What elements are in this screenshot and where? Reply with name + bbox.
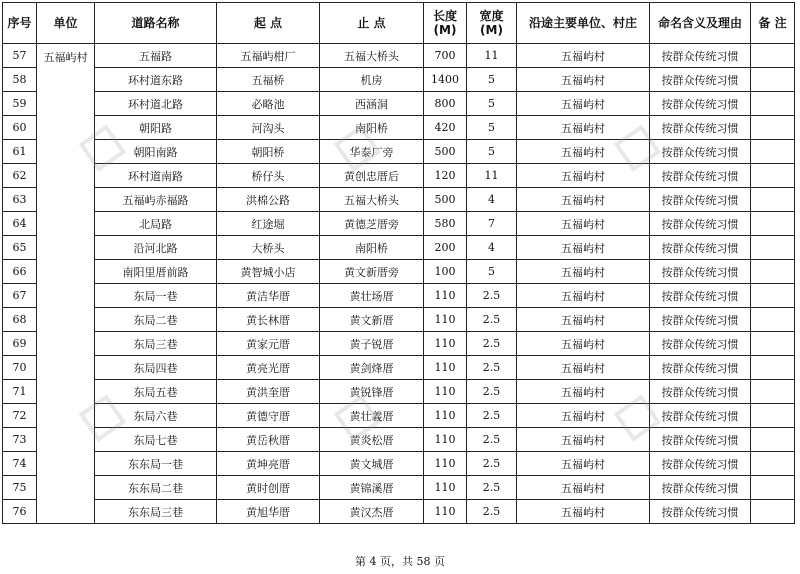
end-cell: 黄文新厝旁: [320, 260, 424, 284]
road-name-cell: 沿河北路: [95, 236, 217, 260]
naming-reason-cell: 按群众传统习惯: [650, 380, 751, 404]
header-cell-naming-reason: 命名含义及理由: [650, 3, 751, 44]
end-cell: 黄壮场厝: [320, 284, 424, 308]
along-route-cell: 五福屿村: [517, 188, 650, 212]
naming-reason-cell: 按群众传统习惯: [650, 404, 751, 428]
road-name-cell: 东局五巷: [95, 380, 217, 404]
length-cell: 500: [424, 188, 467, 212]
road-name-cell: 东局七巷: [95, 428, 217, 452]
table-body: [3, 44, 795, 524]
naming-reason-cell: 按群众传统习惯: [650, 212, 751, 236]
along-route-cell: 五福屿村: [517, 428, 650, 452]
naming-reason-cell: 按群众传统习惯: [650, 308, 751, 332]
length-cell: 800: [424, 92, 467, 116]
road-name-cell: 东东局二巷: [95, 476, 217, 500]
table-row: [3, 284, 795, 308]
naming-reason-cell: 按群众传统习惯: [650, 188, 751, 212]
naming-reason-cell: 按群众传统习惯: [650, 116, 751, 140]
width-cell: 2.5: [467, 404, 517, 428]
remarks-cell: [751, 140, 795, 164]
width-cell: 5: [467, 260, 517, 284]
start-cell: 黄洁华厝: [217, 284, 320, 308]
start-cell: 黄时创厝: [217, 476, 320, 500]
width-cell: 2.5: [467, 308, 517, 332]
index-cell: 67: [3, 284, 37, 308]
remarks-cell: [751, 260, 795, 284]
end-cell: 黄炎松厝: [320, 428, 424, 452]
length-cell: 1400: [424, 68, 467, 92]
header-cell-along-route: 沿途主要单位、村庄: [517, 3, 650, 44]
end-cell: 机房: [320, 68, 424, 92]
index-cell: 74: [3, 452, 37, 476]
index-cell: 64: [3, 212, 37, 236]
road-name-cell: 五福屿赤福路: [95, 188, 217, 212]
index-cell: 59: [3, 92, 37, 116]
index-cell: 73: [3, 428, 37, 452]
table-row: [3, 332, 795, 356]
along-route-cell: 五福屿村: [517, 116, 650, 140]
end-cell: 西涵洞: [320, 92, 424, 116]
width-cell: 5: [467, 116, 517, 140]
along-route-cell: 五福屿村: [517, 44, 650, 68]
table-row: [3, 380, 795, 404]
along-route-cell: 五福屿村: [517, 284, 650, 308]
index-cell: 69: [3, 332, 37, 356]
road-name-cell: 朝阳路: [95, 116, 217, 140]
width-cell: 4: [467, 236, 517, 260]
length-cell: 110: [424, 428, 467, 452]
road-name-cell: 五福路: [95, 44, 217, 68]
table-row: [3, 212, 795, 236]
start-cell: 黄岳秋厝: [217, 428, 320, 452]
road-name-cell: 东局一巷: [95, 284, 217, 308]
along-route-cell: 五福屿村: [517, 356, 650, 380]
width-cell: 2.5: [467, 452, 517, 476]
naming-reason-cell: 按群众传统习惯: [650, 284, 751, 308]
along-route-cell: 五福屿村: [517, 404, 650, 428]
length-cell: 110: [424, 308, 467, 332]
index-cell: 61: [3, 140, 37, 164]
remarks-cell: [751, 212, 795, 236]
start-cell: 黄智城小店: [217, 260, 320, 284]
along-route-cell: 五福屿村: [517, 500, 650, 524]
index-cell: 65: [3, 236, 37, 260]
header-cell-start: 起 点: [217, 3, 320, 44]
road-name-cell: 环村道东路: [95, 68, 217, 92]
end-cell: 华泰厂旁: [320, 140, 424, 164]
start-cell: 黄坤亮厝: [217, 452, 320, 476]
end-cell: 黄德芝厝旁: [320, 212, 424, 236]
naming-reason-cell: 按群众传统习惯: [650, 92, 751, 116]
table-row: [3, 236, 795, 260]
width-cell: 2.5: [467, 476, 517, 500]
naming-reason-cell: 按群众传统习惯: [650, 452, 751, 476]
end-cell: 五福大桥头: [320, 44, 424, 68]
length-cell: 580: [424, 212, 467, 236]
table-row: [3, 356, 795, 380]
end-cell: 黄创忠厝后: [320, 164, 424, 188]
along-route-cell: 五福屿村: [517, 452, 650, 476]
naming-reason-cell: 按群众传统习惯: [650, 68, 751, 92]
start-cell: 大桥头: [217, 236, 320, 260]
table-row: [3, 92, 795, 116]
road-name-cell: 东东局一巷: [95, 452, 217, 476]
length-cell: 120: [424, 164, 467, 188]
end-cell: 黄锦溪厝: [320, 476, 424, 500]
road-name-cell: 东局三巷: [95, 332, 217, 356]
remarks-cell: [751, 308, 795, 332]
end-cell: 黄文新厝: [320, 308, 424, 332]
width-cell: 7: [467, 212, 517, 236]
index-cell: 57: [3, 44, 37, 68]
length-cell: 200: [424, 236, 467, 260]
index-cell: 71: [3, 380, 37, 404]
header-cell-road-name: 道路名称: [95, 3, 217, 44]
index-cell: 76: [3, 500, 37, 524]
width-cell: 2.5: [467, 284, 517, 308]
start-cell: 桥仔头: [217, 164, 320, 188]
width-cell: 5: [467, 68, 517, 92]
start-cell: 朝阳桥: [217, 140, 320, 164]
header-cell-length: 长度 (M): [424, 3, 467, 44]
naming-reason-cell: 按群众传统习惯: [650, 332, 751, 356]
along-route-cell: 五福屿村: [517, 380, 650, 404]
start-cell: 黄旭华厝: [217, 500, 320, 524]
index-cell: 60: [3, 116, 37, 140]
remarks-cell: [751, 332, 795, 356]
header-cell-index: 序号: [3, 3, 37, 44]
start-cell: 红途堀: [217, 212, 320, 236]
length-cell: 110: [424, 476, 467, 500]
index-cell: 75: [3, 476, 37, 500]
road-naming-table: [2, 2, 795, 524]
remarks-cell: [751, 188, 795, 212]
along-route-cell: 五福屿村: [517, 68, 650, 92]
table-row: [3, 452, 795, 476]
start-cell: 五福屿柑厂: [217, 44, 320, 68]
index-cell: 72: [3, 404, 37, 428]
width-cell: 11: [467, 44, 517, 68]
naming-reason-cell: 按群众传统习惯: [650, 476, 751, 500]
table-row: [3, 68, 795, 92]
start-cell: 黄德守厝: [217, 404, 320, 428]
naming-reason-cell: 按群众传统习惯: [650, 140, 751, 164]
length-cell: 700: [424, 44, 467, 68]
start-cell: 五福桥: [217, 68, 320, 92]
remarks-cell: [751, 404, 795, 428]
table-row: [3, 116, 795, 140]
width-cell: 2.5: [467, 500, 517, 524]
index-cell: 58: [3, 68, 37, 92]
start-cell: 必略池: [217, 92, 320, 116]
road-name-cell: 朝阳南路: [95, 140, 217, 164]
header-cell-end: 止 点: [320, 3, 424, 44]
naming-reason-cell: 按群众传统习惯: [650, 236, 751, 260]
remarks-cell: [751, 428, 795, 452]
index-cell: 66: [3, 260, 37, 284]
road-name-cell: 东局六巷: [95, 404, 217, 428]
naming-reason-cell: 按群众传统习惯: [650, 260, 751, 284]
road-name-cell: 北局路: [95, 212, 217, 236]
unit-cell: 五福屿村: [37, 44, 95, 524]
road-name-cell: 环村道北路: [95, 92, 217, 116]
end-cell: 黄子锐厝: [320, 332, 424, 356]
index-cell: 68: [3, 308, 37, 332]
end-cell: 五福大桥头: [320, 188, 424, 212]
length-cell: 110: [424, 356, 467, 380]
width-cell: 4: [467, 188, 517, 212]
length-cell: 500: [424, 140, 467, 164]
width-cell: 2.5: [467, 380, 517, 404]
table-row: [3, 140, 795, 164]
table-row: [3, 44, 795, 68]
table-row: [3, 260, 795, 284]
length-cell: 110: [424, 404, 467, 428]
table-header-row: [3, 3, 795, 44]
start-cell: 洪棉公路: [217, 188, 320, 212]
length-cell: 110: [424, 380, 467, 404]
along-route-cell: 五福屿村: [517, 236, 650, 260]
along-route-cell: 五福屿村: [517, 476, 650, 500]
length-cell: 110: [424, 284, 467, 308]
remarks-cell: [751, 476, 795, 500]
length-cell: 110: [424, 332, 467, 356]
road-name-cell: 东东局三巷: [95, 500, 217, 524]
road-name-cell: 南阳里厝前路: [95, 260, 217, 284]
table-row: [3, 476, 795, 500]
remarks-cell: [751, 500, 795, 524]
width-cell: 2.5: [467, 356, 517, 380]
along-route-cell: 五福屿村: [517, 212, 650, 236]
length-cell: 110: [424, 452, 467, 476]
along-route-cell: 五福屿村: [517, 140, 650, 164]
table-row: [3, 428, 795, 452]
remarks-cell: [751, 452, 795, 476]
width-cell: 11: [467, 164, 517, 188]
end-cell: 黄汉杰厝: [320, 500, 424, 524]
table-row: [3, 188, 795, 212]
remarks-cell: [751, 380, 795, 404]
road-name-cell: 东局四巷: [95, 356, 217, 380]
header-cell-unit: 单位: [37, 3, 95, 44]
table-row: [3, 308, 795, 332]
index-cell: 70: [3, 356, 37, 380]
end-cell: 南阳桥: [320, 236, 424, 260]
along-route-cell: 五福屿村: [517, 164, 650, 188]
remarks-cell: [751, 68, 795, 92]
along-route-cell: 五福屿村: [517, 308, 650, 332]
width-cell: 5: [467, 140, 517, 164]
naming-reason-cell: 按群众传统习惯: [650, 428, 751, 452]
along-route-cell: 五福屿村: [517, 332, 650, 356]
remarks-cell: [751, 356, 795, 380]
along-route-cell: 五福屿村: [517, 92, 650, 116]
page-footer: 第 4 页，共 58 页: [355, 555, 445, 568]
header-cell-remarks: 备 注: [751, 3, 795, 44]
table-row: [3, 500, 795, 524]
start-cell: 黄家元厝: [217, 332, 320, 356]
width-cell: 5: [467, 92, 517, 116]
end-cell: 黄锐锋厝: [320, 380, 424, 404]
width-cell: 2.5: [467, 428, 517, 452]
length-cell: 110: [424, 500, 467, 524]
remarks-cell: [751, 44, 795, 68]
start-cell: 黄亮光厝: [217, 356, 320, 380]
road-name-cell: 环村道南路: [95, 164, 217, 188]
length-cell: 100: [424, 260, 467, 284]
remarks-cell: [751, 284, 795, 308]
index-cell: 63: [3, 188, 37, 212]
road-name-cell: 东局二巷: [95, 308, 217, 332]
index-cell: 62: [3, 164, 37, 188]
naming-reason-cell: 按群众传统习惯: [650, 164, 751, 188]
header-cell-width: 宽度 (M): [467, 3, 517, 44]
start-cell: 黄洪奎厝: [217, 380, 320, 404]
remarks-cell: [751, 116, 795, 140]
table-row: [3, 404, 795, 428]
table-row: [3, 164, 795, 188]
remarks-cell: [751, 236, 795, 260]
naming-reason-cell: 按群众传统习惯: [650, 500, 751, 524]
start-cell: 黄长林厝: [217, 308, 320, 332]
start-cell: 河沟头: [217, 116, 320, 140]
remarks-cell: [751, 164, 795, 188]
remarks-cell: [751, 92, 795, 116]
naming-reason-cell: 按群众传统习惯: [650, 356, 751, 380]
length-cell: 420: [424, 116, 467, 140]
width-cell: 2.5: [467, 332, 517, 356]
along-route-cell: 五福屿村: [517, 260, 650, 284]
end-cell: 黄文城厝: [320, 452, 424, 476]
end-cell: 南阳桥: [320, 116, 424, 140]
end-cell: 黄壮義厝: [320, 404, 424, 428]
end-cell: 黄剑烽厝: [320, 356, 424, 380]
naming-reason-cell: 按群众传统习惯: [650, 44, 751, 68]
